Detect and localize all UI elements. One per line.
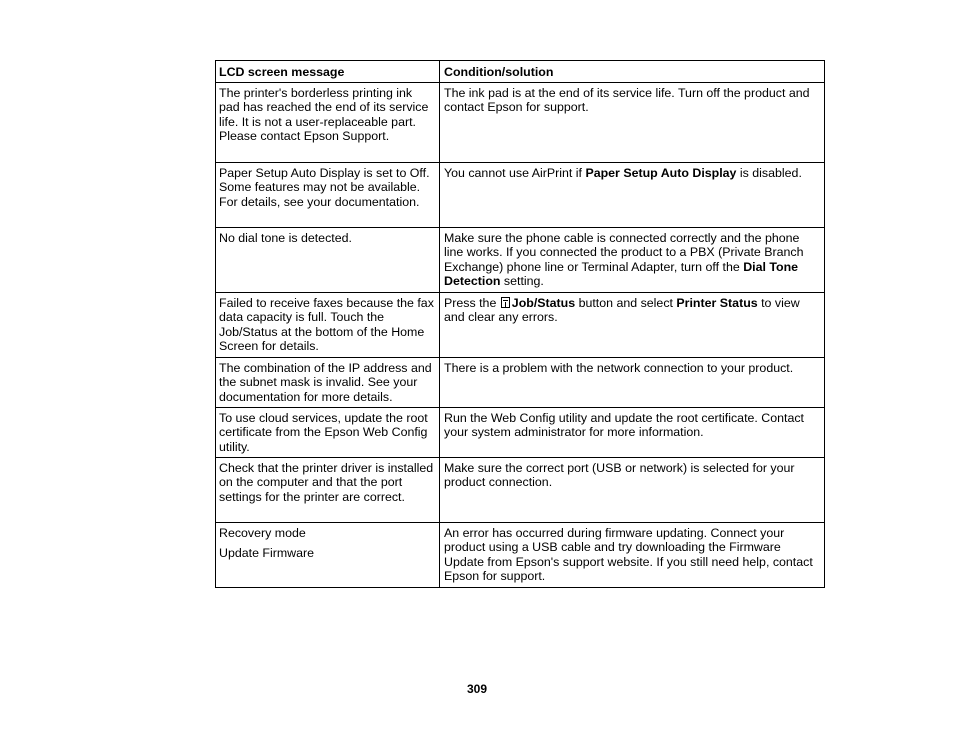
message-cell: Failed to receive faxes because the fax data capacity is full. Touch the Job/Status at the bottom of the Home Screen for details.: [216, 292, 440, 357]
message-line: Recovery mode: [219, 525, 306, 540]
job-status-icon: [501, 297, 510, 308]
solution-cell: [440, 227, 825, 292]
message-cell: The printer's borderless printing ink pad has reached the end of its service life. It is not a user-replaceable part. Please contact Epson Support.: [216, 82, 440, 162]
message-cell: [216, 522, 440, 587]
button-name: Job/Status: [511, 295, 576, 310]
solution-cell: Make sure the correct port (USB or network) is selected for your product connection.: [440, 457, 825, 522]
solution-text: setting.: [500, 274, 544, 289]
menu-name: Printer Status: [676, 295, 758, 310]
setting-name: Dial Tone Detection: [444, 259, 799, 289]
solution-text: You cannot use AirPrint if: [444, 165, 586, 180]
solution-cell: Run the Web Config utility and update the root certificate. Contact your system administrator for more information.: [440, 407, 825, 457]
message-cell: Paper Setup Auto Display is set to Off. Some features may not be available. For details, see your documentation.: [216, 162, 440, 227]
table-header-row: [216, 61, 825, 83]
setting-name: Paper Setup Auto Display: [585, 165, 737, 180]
solution-text: Make sure the phone cable is connected correctly and the phone line works. If you connected the product to a PBX (Private Branch Exchange) phone line or Terminal Adapter, turn off the: [444, 230, 804, 274]
table-row: [216, 407, 825, 457]
solution-text: to view and clear any errors.: [444, 295, 800, 325]
message-cell: To use cloud services, update the root certificate from the Epson Web Config utility.: [216, 407, 440, 457]
table-row: [216, 82, 825, 162]
message-cell: The combination of the IP address and the subnet mask is invalid. See your documentation for more details.: [216, 357, 440, 407]
solution-cell: There is a problem with the network connection to your product.: [440, 357, 825, 407]
table-row: [216, 162, 825, 227]
solution-text: Press the: [444, 295, 500, 310]
message-line: Update Firmware: [219, 546, 315, 561]
solution-cell: An error has occurred during firmware updating. Connect your product using a USB cable and try downloading the Firmware Update from Epson's support website. If you still need help, contact Epson for support.: [440, 522, 825, 587]
page-number: 309: [466, 682, 488, 696]
solution-text: button and select: [575, 295, 677, 310]
message-cell: Check that the printer driver is installed on the computer and that the port settings for the printer are correct.: [216, 457, 440, 522]
solution-cell: The ink pad is at the end of its service life. Turn off the product and contact Epson for support.: [440, 82, 825, 162]
lcd-message-table: [215, 60, 825, 588]
table-row: [216, 357, 825, 407]
header-condition-solution: Condition/solution: [440, 61, 825, 83]
table-row: [216, 457, 825, 522]
table-row: [216, 292, 825, 357]
solution-cell: [440, 162, 825, 227]
table-row: [216, 522, 825, 587]
message-cell: No dial tone is detected.: [216, 227, 440, 292]
solution-cell: [440, 292, 825, 357]
header-lcd-message: LCD screen message: [216, 61, 440, 83]
solution-text: is disabled.: [736, 165, 802, 180]
table-row: [216, 227, 825, 292]
